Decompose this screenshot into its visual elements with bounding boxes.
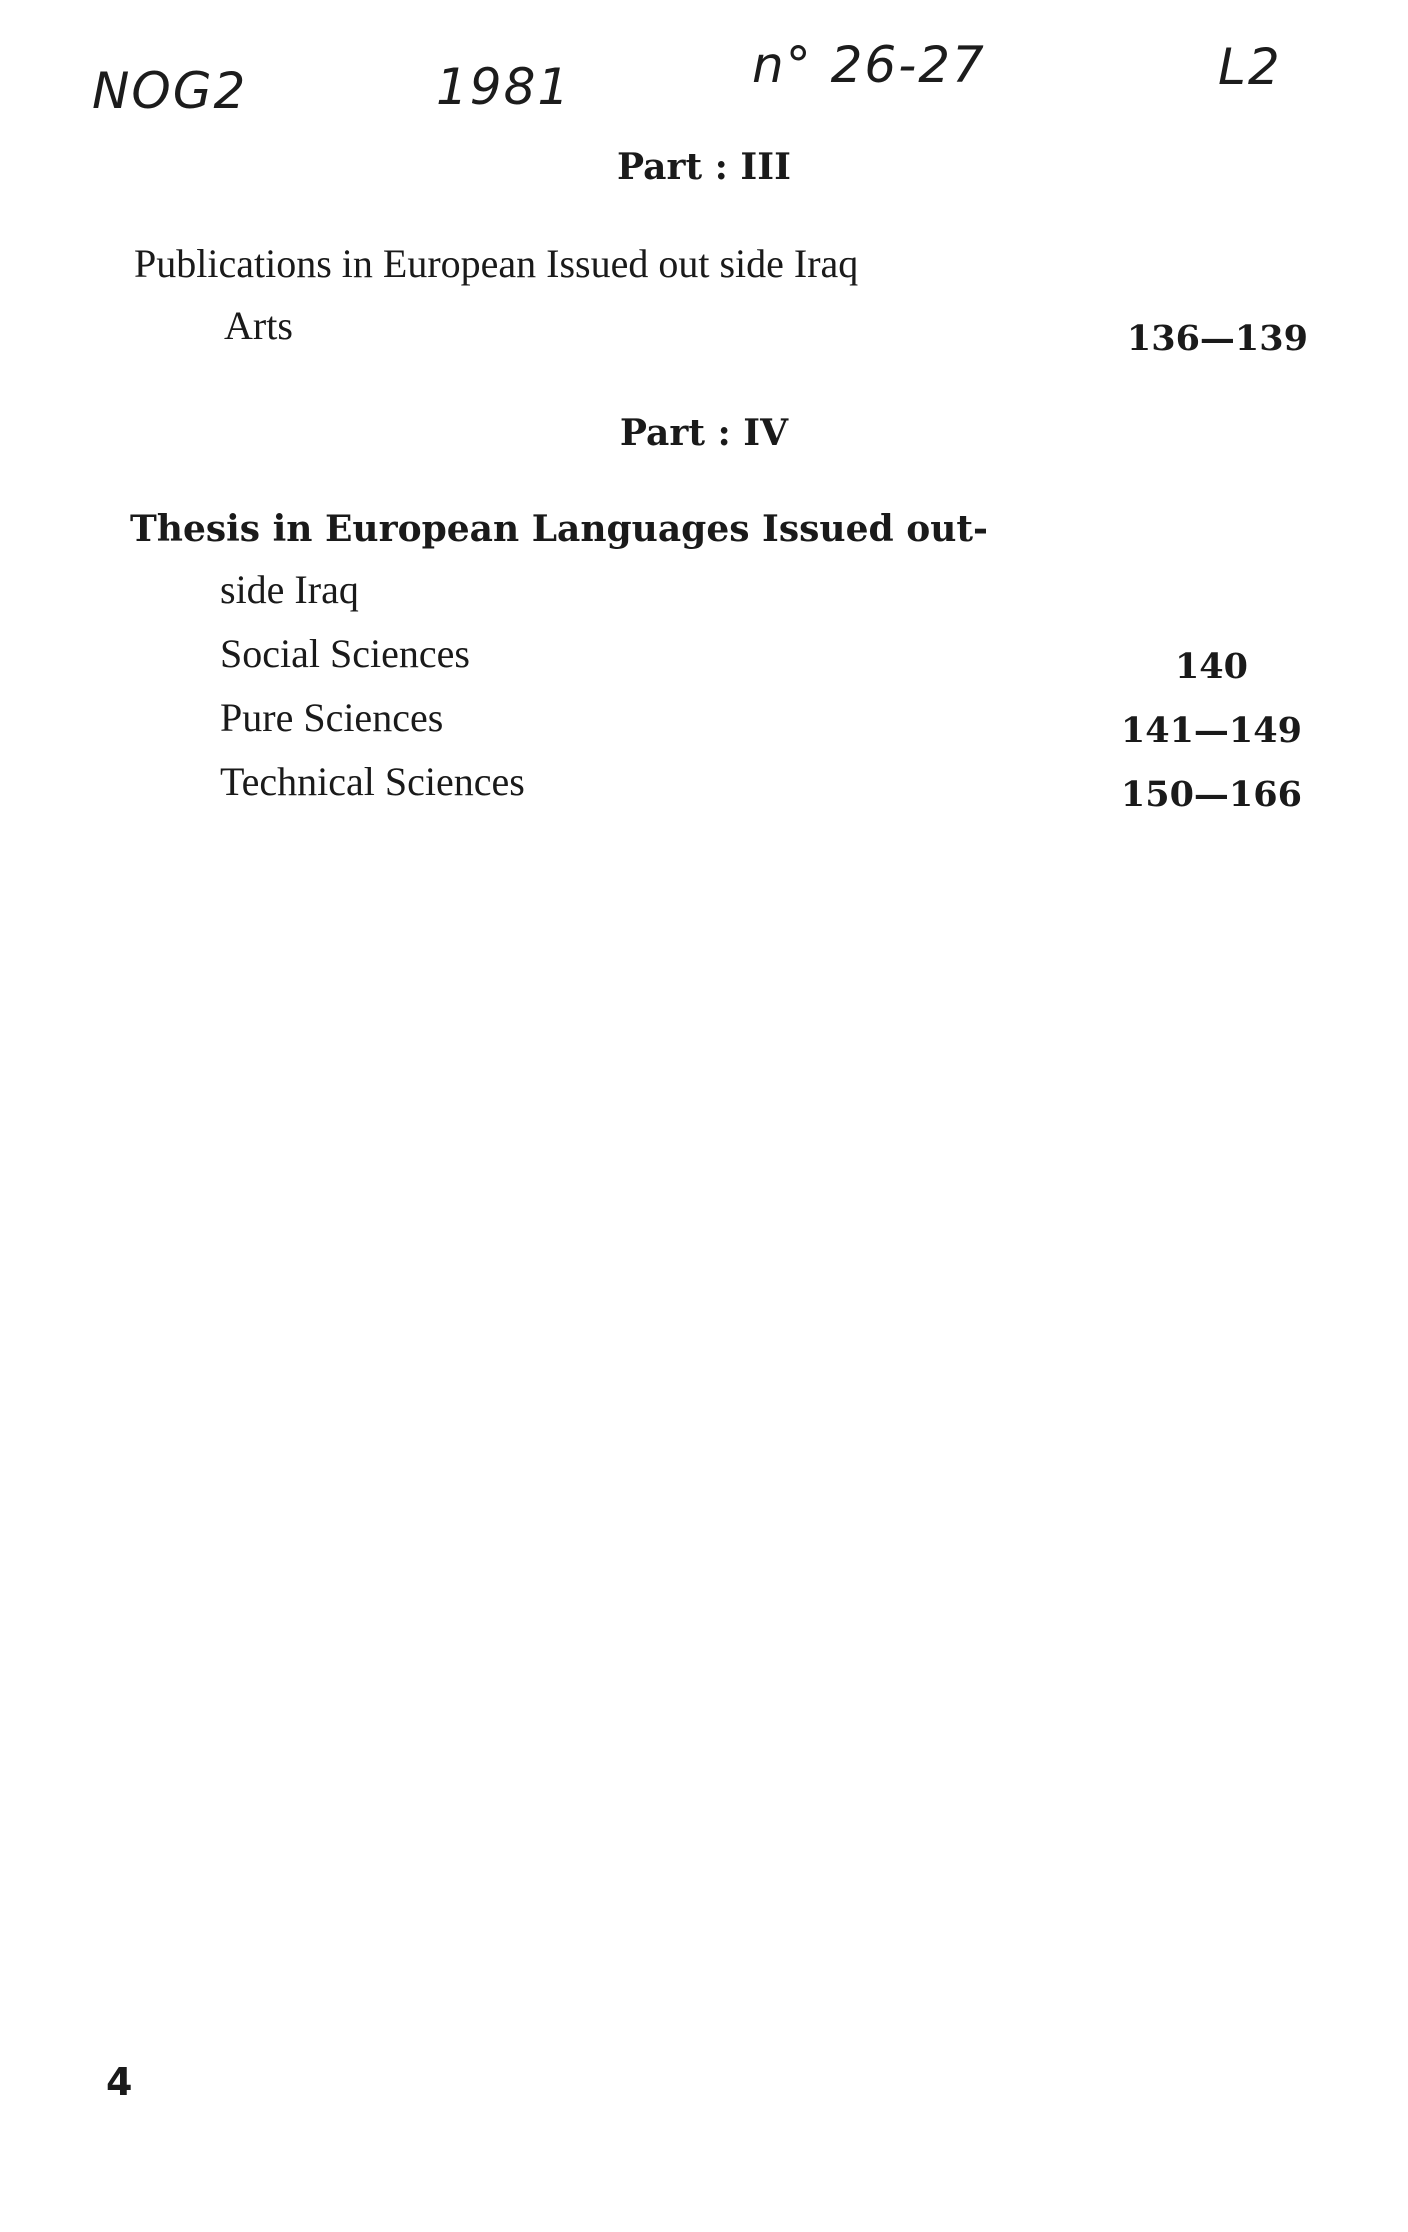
item-label: Pure Sciences (220, 695, 444, 740)
item-pages: 141—149 (1120, 710, 1302, 751)
item-label: Social Sciences (220, 631, 470, 676)
part-heading: Part : IV (619, 412, 789, 454)
handwritten-note-code: L2 (1218, 38, 1282, 96)
item-pages: 150—166 (1120, 774, 1302, 815)
item-label: Arts (224, 303, 293, 348)
handwritten-note-catalog-number: ΝOG2 (92, 62, 248, 120)
handwritten-note-year: 1981 (436, 58, 572, 116)
section-title: Publications in European Issued out side Iraq (134, 241, 859, 286)
section-title: Thesis in European Languages Issued out- (130, 508, 988, 550)
part-heading: Part : III (617, 146, 791, 188)
section-title-continued: side Iraq (220, 567, 359, 612)
item-pages: 136—139 (1126, 318, 1308, 359)
handwritten-note-issue: n° 26-27 (752, 36, 986, 94)
item-label: Technical Sciences (220, 759, 525, 804)
item-pages: 140 (1174, 646, 1248, 687)
page-number: 4 (106, 2060, 133, 2104)
